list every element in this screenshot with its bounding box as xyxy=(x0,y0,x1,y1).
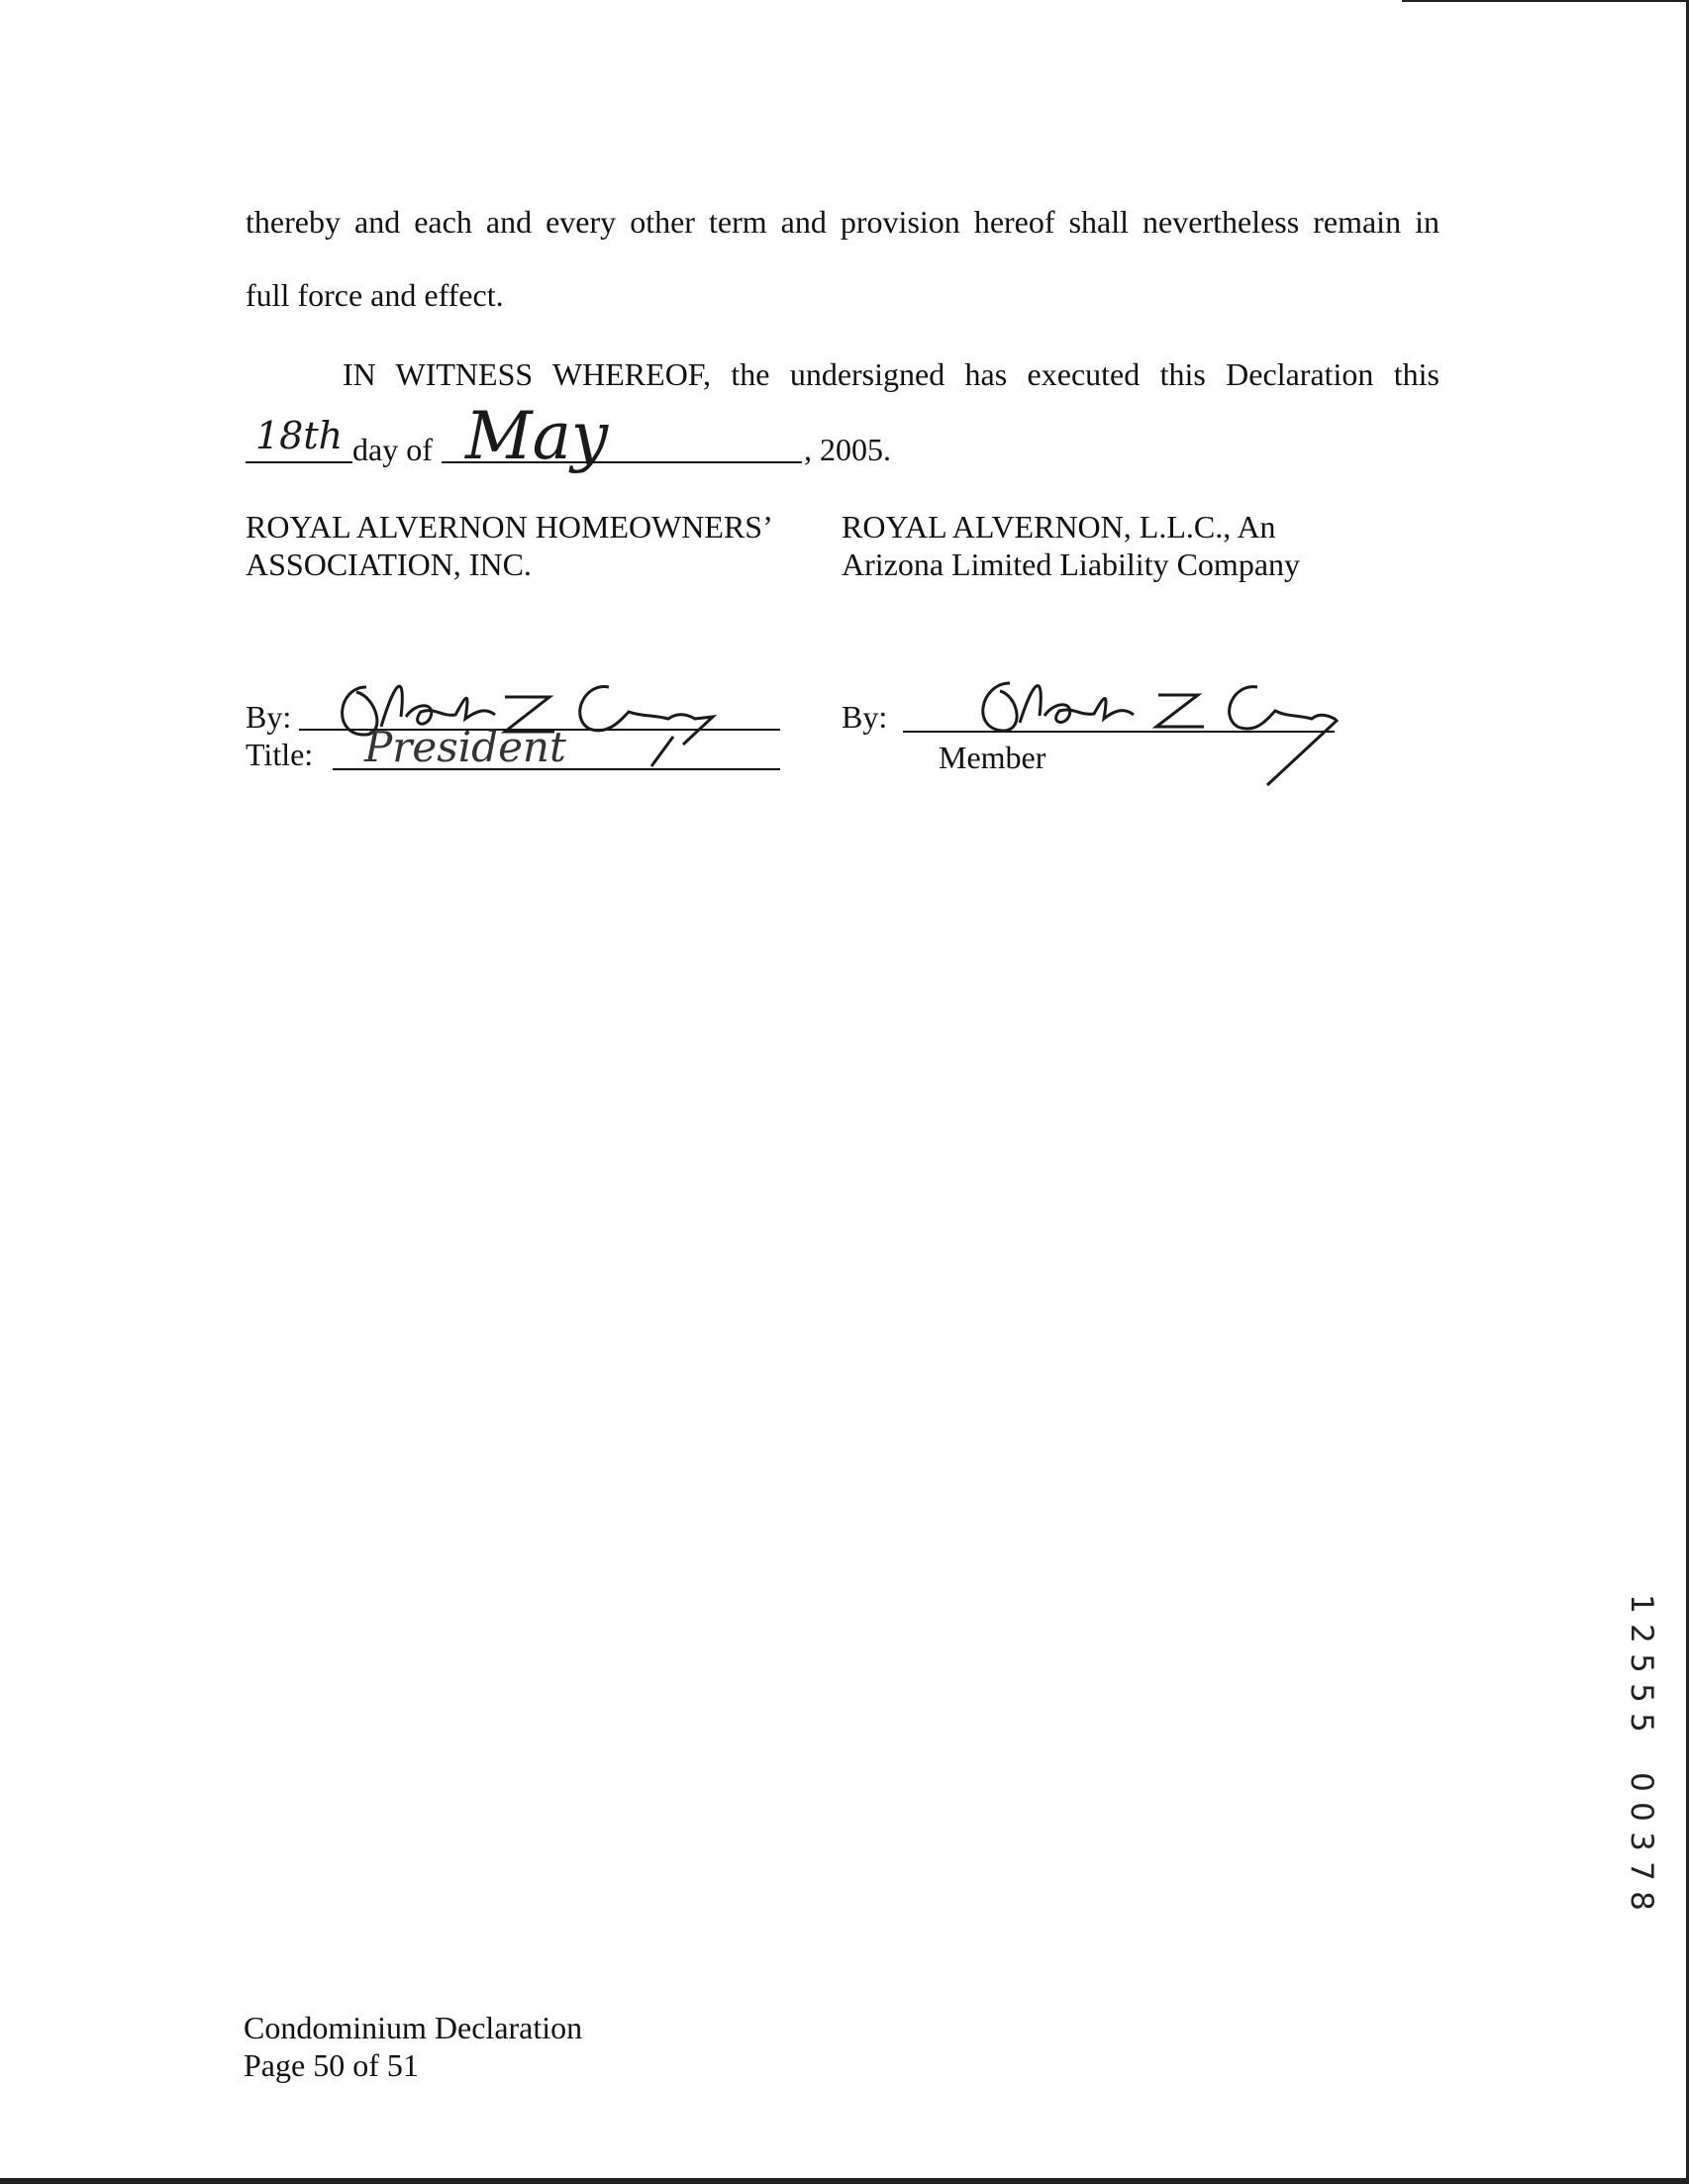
month-handwritten: May xyxy=(465,398,609,474)
stamp-digit: 5 xyxy=(1624,1653,1659,1673)
stamp-digit: 7 xyxy=(1624,1861,1659,1881)
right-party-name-1: ROYAL ALVERNON, L.L.C., An xyxy=(842,509,1276,545)
stamp-digit: 8 xyxy=(1624,1891,1659,1911)
stamp-digit: 5 xyxy=(1624,1683,1659,1703)
right-role-label: Member xyxy=(939,740,1046,775)
left-party-name-1: ROYAL ALVERNON HOMEOWNERS’ xyxy=(246,509,773,545)
right-party-name-2: Arizona Limited Liability Company xyxy=(842,546,1301,582)
left-title-handwritten: President xyxy=(364,723,566,771)
day-blank xyxy=(246,461,352,463)
body-line-2: full force and effect. xyxy=(246,277,504,313)
witness-line: IN WITNESS WHEREOF, the undersigned has executed this Declaration this xyxy=(343,356,1440,392)
left-title-label: Title: xyxy=(246,737,314,772)
day-handwritten: 18th xyxy=(255,414,344,457)
stamp-digit: 2 xyxy=(1624,1624,1659,1643)
left-by-label: By: xyxy=(246,699,292,735)
stamp-digit: 5 xyxy=(1624,1713,1659,1733)
stamp-digit: 0 xyxy=(1624,1772,1659,1792)
stamp-digit: 1 xyxy=(1624,1594,1659,1614)
day-of-label: day of xyxy=(352,432,433,467)
left-party-name-2: ASSOCIATION, INC. xyxy=(246,546,532,582)
stamp-digit: 0 xyxy=(1624,1802,1659,1822)
year-text: , 2005. xyxy=(804,432,891,467)
left-title-flourish xyxy=(634,733,693,772)
right-signature-image xyxy=(960,661,1356,800)
scan-edge-bottom xyxy=(0,2178,1689,2184)
scan-edge-top xyxy=(1402,0,1689,2)
body-line-1: thereby and each and every other term and provision hereof shall nevertheless remain in xyxy=(246,204,1440,240)
stamp-digit: 3 xyxy=(1624,1832,1659,1851)
footer-page-label: Page 50 of 51 xyxy=(244,2047,419,2083)
footer-doc-title: Condominium Declaration xyxy=(244,2010,583,2045)
right-by-label: By: xyxy=(842,699,888,735)
bates-stamp xyxy=(1622,1589,1661,1916)
